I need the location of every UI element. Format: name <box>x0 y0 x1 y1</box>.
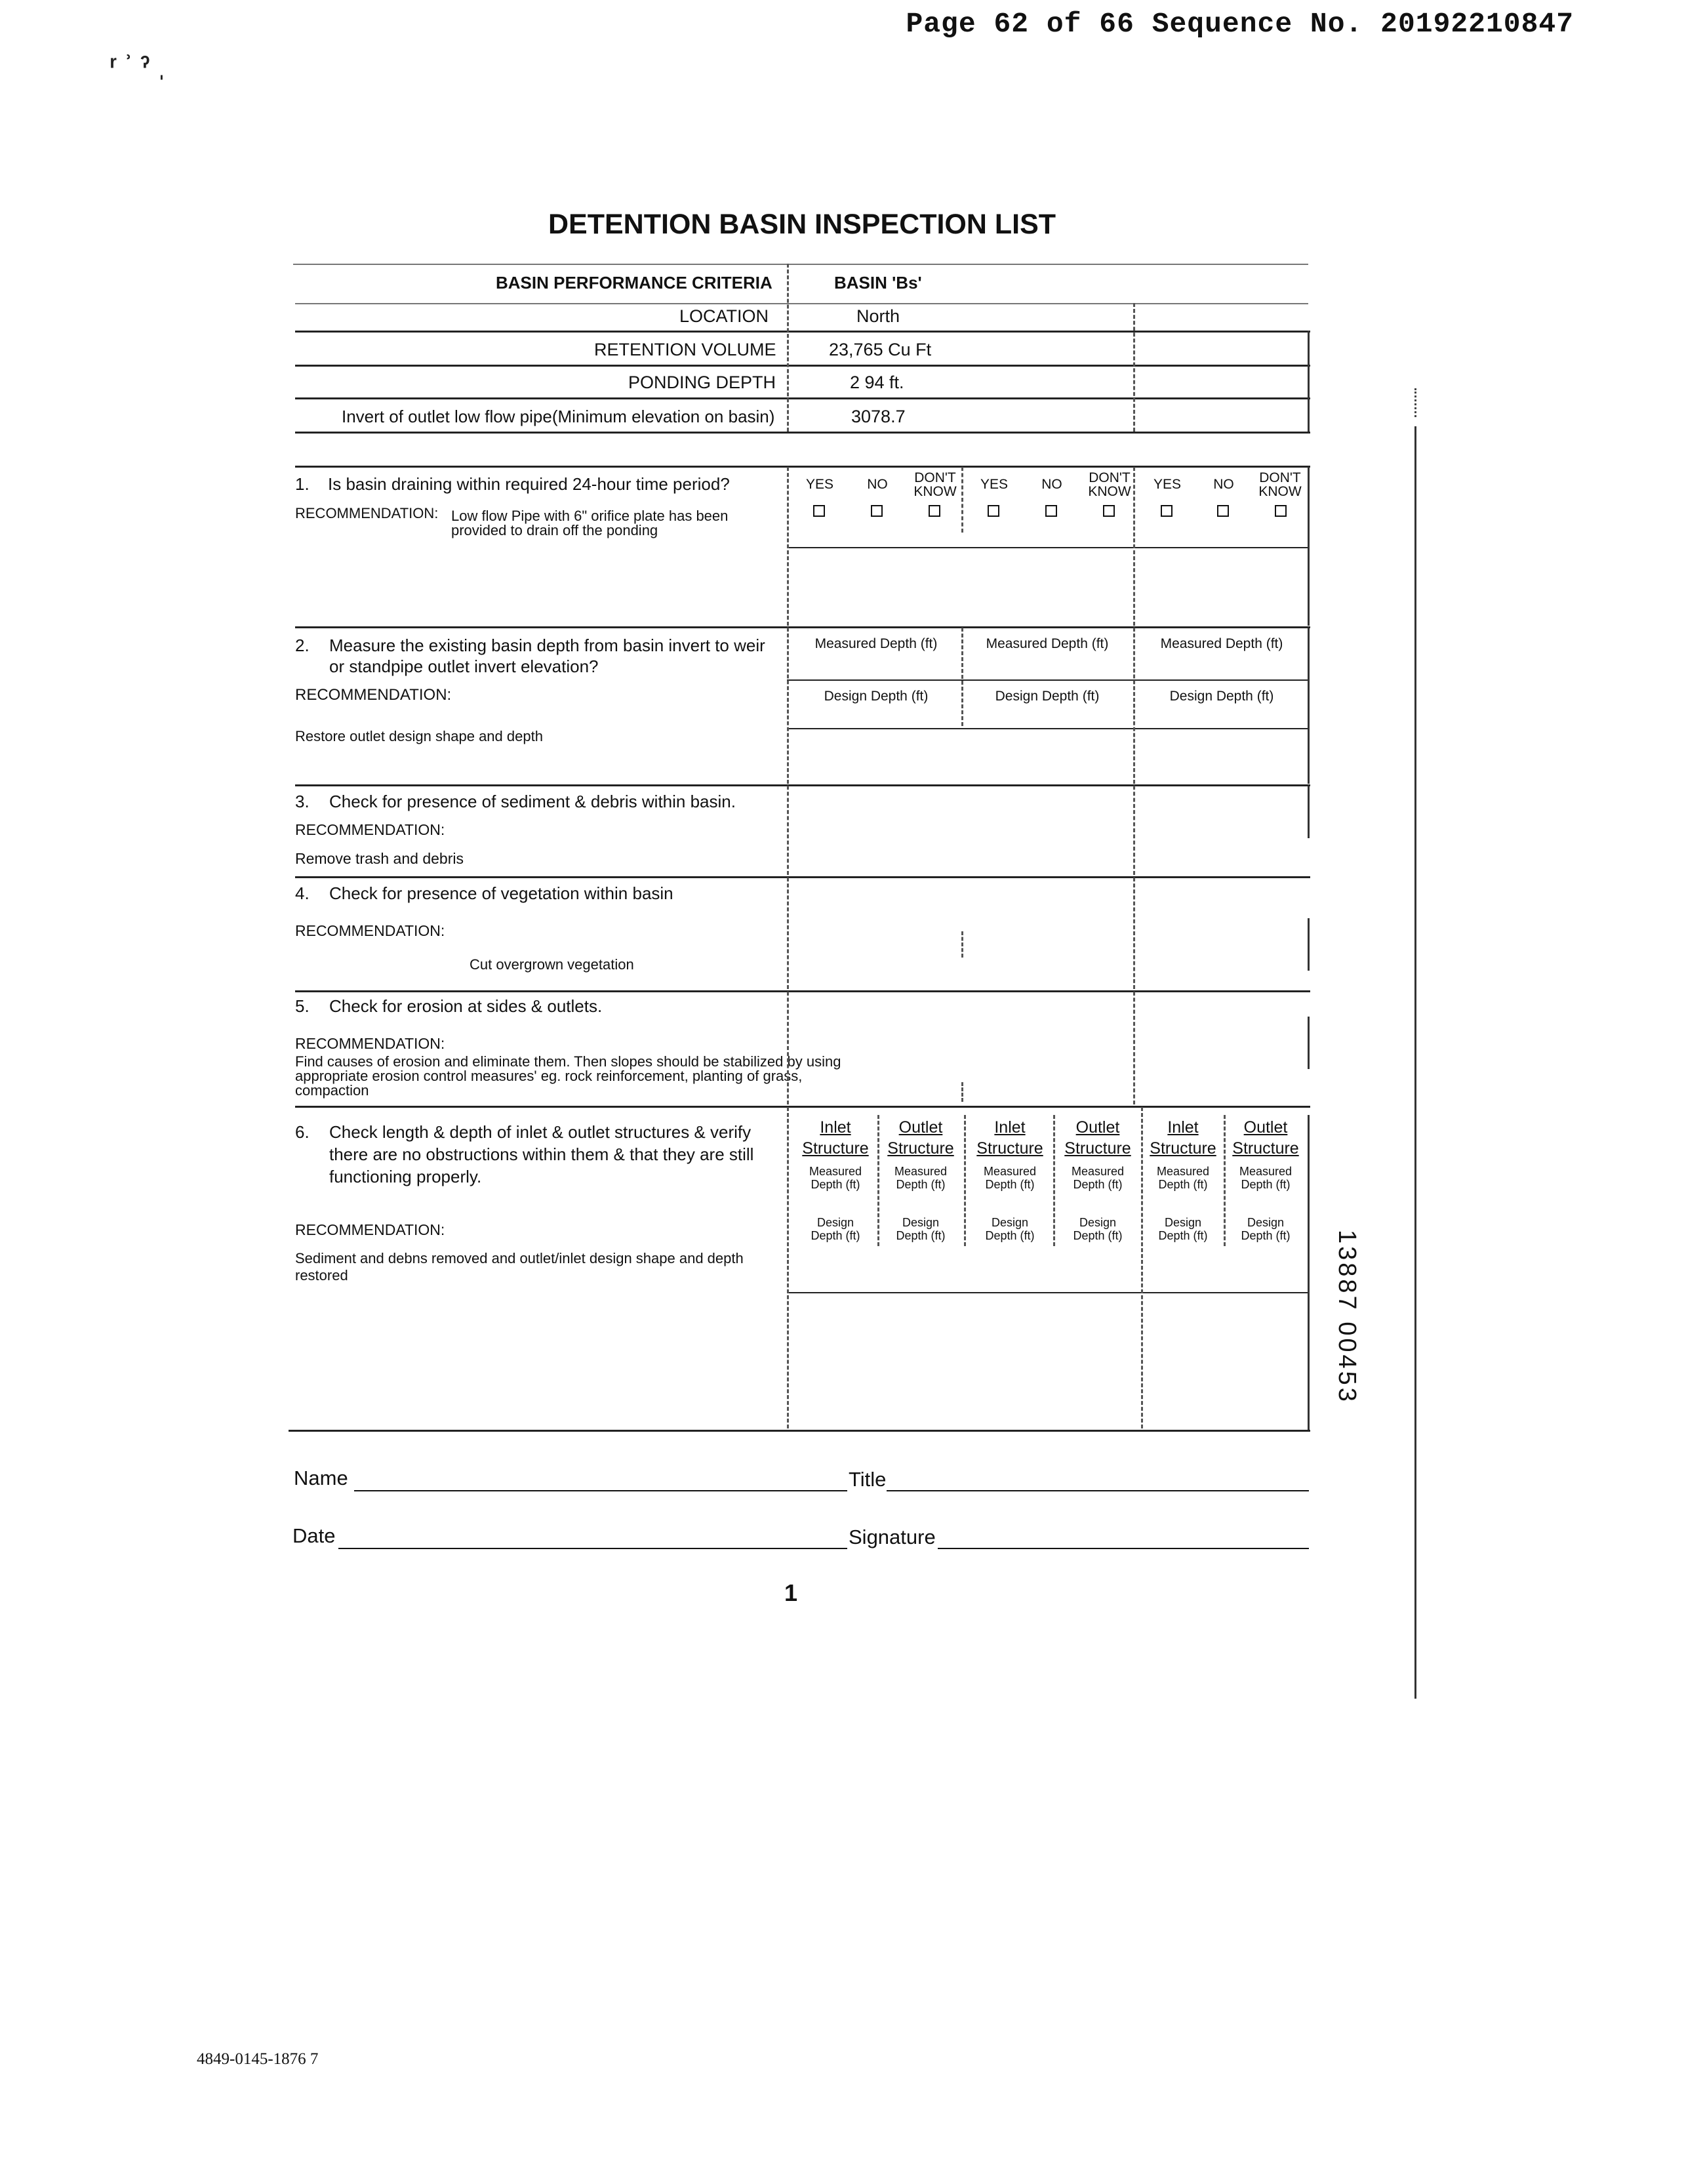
row-rule <box>295 397 1310 399</box>
basin-header: BASIN 'Bs' <box>834 273 922 293</box>
measured-depth-label: Measured Depth (ft) <box>986 636 1109 651</box>
item-6-rec-line1: Sediment and debns removed and outlet/inlet design shape and depth <box>295 1250 744 1266</box>
answer-rule <box>787 547 1308 548</box>
no-header: NO <box>1213 477 1234 492</box>
col-divider <box>787 628 789 784</box>
retention-volume-label: RETENTION VOLUME <box>594 340 776 359</box>
depth-label: Depth (ft) <box>1158 1229 1208 1242</box>
depth-label: Depth (ft) <box>1073 1178 1123 1191</box>
item-6-rec-label: RECOMMENDATION: <box>295 1221 445 1238</box>
design-depth-label: Design Depth (ft) <box>1169 689 1274 704</box>
no-checkbox[interactable] <box>871 505 883 517</box>
depth-rule <box>787 728 1308 729</box>
right-border <box>1308 1017 1310 1069</box>
yes-checkbox[interactable] <box>813 505 825 517</box>
row-rule <box>295 432 1310 434</box>
inlet-label: Inlet <box>1167 1118 1199 1137</box>
measured-label: Measured <box>1156 1165 1210 1178</box>
retention-volume-value: 23,765 Cu Ft <box>829 340 932 359</box>
col-divider <box>1133 786 1135 875</box>
date-label: Date <box>292 1524 336 1547</box>
item-1-number: 1. <box>295 474 310 494</box>
item-6-question-line1: Check length & depth of inlet & outlet structures & verify <box>329 1122 752 1142</box>
item-1-question: Is basin draining within required 24-hour time period? <box>328 474 730 494</box>
yes-header: YES <box>1153 477 1182 492</box>
no-header: NO <box>1041 477 1062 492</box>
item-6-rec-line2: restored <box>295 1267 348 1284</box>
design-label: Design <box>816 1216 854 1229</box>
inlet-label: Inlet <box>994 1118 1026 1137</box>
item-2-recommendation: Restore outlet design shape and depth <box>295 728 543 744</box>
yes-checkbox[interactable] <box>1161 505 1173 517</box>
page-sequence-header: Page 62 of 66 Sequence No. 20192210847 <box>906 8 1574 40</box>
document-id: 4849-0145-1876 7 <box>197 2050 319 2068</box>
right-border <box>1308 786 1310 838</box>
col-divider <box>961 931 963 958</box>
dont-know-checkbox[interactable] <box>1103 505 1115 517</box>
item-3-question: Check for presence of sediment & debris within basin. <box>329 792 736 811</box>
table-right-border <box>1308 331 1310 432</box>
depth-rule <box>787 679 1308 681</box>
depth-label: Depth (ft) <box>811 1229 860 1242</box>
item-4-number: 4. <box>295 883 310 903</box>
col-divider <box>787 467 789 626</box>
ponding-depth-label: PONDING DEPTH <box>628 373 776 392</box>
table-top-rule <box>293 264 1308 265</box>
dont-know-header: DON'T KNOW <box>1258 470 1302 499</box>
header-rule <box>295 303 1308 304</box>
col-divider <box>1133 628 1135 784</box>
item-3-number: 3. <box>295 792 310 811</box>
col-divider <box>1133 303 1135 432</box>
structure-label: Structure <box>802 1139 869 1158</box>
item-2-question-line2: or standpipe outlet invert elevation? <box>329 657 599 676</box>
measured-label: Measured <box>1071 1165 1125 1178</box>
design-label: Design <box>1247 1216 1285 1229</box>
measured-label: Measured <box>1239 1165 1293 1178</box>
depth-label: Depth (ft) <box>896 1178 946 1191</box>
title-label: Title <box>849 1468 887 1491</box>
yes-checkbox[interactable] <box>988 505 999 517</box>
item-3-recommendation: Remove trash and debris <box>295 850 464 867</box>
col-divider <box>787 264 789 432</box>
measured-label: Measured <box>894 1165 948 1178</box>
structure-label: Structure <box>1150 1139 1216 1158</box>
item-5-number: 5. <box>295 996 310 1016</box>
depth-label: Depth (ft) <box>1158 1178 1208 1191</box>
item-4-question: Check for presence of vegetation within basin <box>329 883 673 903</box>
col-divider <box>1133 467 1135 626</box>
criteria-header: BASIN PERFORMANCE CRITERIA <box>496 273 772 293</box>
outlet-label: Outlet <box>1075 1118 1120 1137</box>
depth-label: Depth (ft) <box>985 1229 1035 1242</box>
inlet-label: Inlet <box>820 1118 851 1137</box>
dont-know-checkbox[interactable] <box>929 505 940 517</box>
yes-header: YES <box>805 477 834 492</box>
dont-know-checkbox[interactable] <box>1275 505 1287 517</box>
dont-know-header: DON'T KNOW <box>913 470 957 499</box>
section-rule <box>295 990 1310 992</box>
col-divider <box>961 628 963 726</box>
section-rule <box>295 784 1310 786</box>
item-6-question-line2: there are no obstructions within them & that they are still <box>329 1144 754 1164</box>
item-2-number: 2. <box>295 636 310 655</box>
measured-label: Measured <box>809 1165 862 1178</box>
col-divider <box>1133 878 1135 989</box>
item-1-recommendation: Low flow Pipe with 6" orifice plate has been provided to drain off the ponding <box>451 508 729 538</box>
col-divider <box>787 786 789 875</box>
name-label: Name <box>294 1466 348 1489</box>
col-divider <box>1224 1115 1226 1246</box>
item-5-rec-line2: appropriate erosion control measures' eg. rock reinforcement, planting of grass, <box>295 1068 803 1084</box>
bates-number: 13887 00453 <box>1333 1230 1361 1404</box>
margin-rule <box>1414 426 1416 1699</box>
title-field[interactable] <box>887 1490 1309 1491</box>
right-border <box>1308 1115 1310 1430</box>
measured-depth-label: Measured Depth (ft) <box>1160 636 1283 651</box>
structure-label: Structure <box>976 1139 1043 1158</box>
col-divider <box>787 878 789 989</box>
design-depth-label: Design Depth (ft) <box>995 689 1100 704</box>
item-5-rec-line1: Find causes of erosion and eliminate them. Then slopes should be stabilized by using <box>295 1053 841 1070</box>
outlet-label: Outlet <box>1243 1118 1288 1137</box>
item-3-rec-label: RECOMMENDATION: <box>295 821 445 838</box>
section-rule <box>295 626 1310 628</box>
margin-rule-dotted <box>1414 388 1416 417</box>
name-field[interactable] <box>354 1490 847 1491</box>
dont-know-header: DON'T KNOW <box>1088 470 1131 499</box>
section-rule <box>295 466 1310 468</box>
depth-label: Depth (ft) <box>896 1229 946 1242</box>
ponding-depth-value: 2 94 ft. <box>850 373 904 392</box>
no-checkbox[interactable] <box>1045 505 1057 517</box>
item-1-rec-label: RECOMMENDATION: <box>295 505 439 521</box>
form-title: DETENTION BASIN INSPECTION LIST <box>548 209 1056 240</box>
location-label: LOCATION <box>679 306 769 326</box>
signature-field[interactable] <box>938 1548 1309 1549</box>
handwritten-mark: ʳ ʾ ˀ ˌ <box>110 51 167 80</box>
yes-header: YES <box>980 477 1009 492</box>
item-2-rec-label: RECOMMENDATION: <box>295 686 452 704</box>
signature-label: Signature <box>849 1526 936 1548</box>
page-number: 1 <box>784 1579 798 1606</box>
depth-label: Depth (ft) <box>1241 1178 1291 1191</box>
table-bottom-rule <box>289 1430 1310 1432</box>
item-4-recommendation: Cut overgrown vegetation <box>470 956 634 973</box>
item-5-rec-line3: compaction <box>295 1082 369 1099</box>
col-divider <box>1053 1115 1055 1246</box>
right-border <box>1308 628 1310 784</box>
right-border <box>1308 467 1310 626</box>
col-divider <box>964 1115 966 1246</box>
row-rule <box>295 331 1310 333</box>
col-divider <box>1133 992 1135 1104</box>
row-rule <box>295 365 1310 367</box>
item-6-number: 6. <box>295 1122 310 1142</box>
design-label: Design <box>902 1216 940 1229</box>
depth-label: Depth (ft) <box>1241 1229 1291 1242</box>
no-header: NO <box>867 477 888 492</box>
right-border <box>1308 918 1310 971</box>
design-label: Design <box>1079 1216 1117 1229</box>
col-divider <box>961 467 963 533</box>
design-depth-label: Design Depth (ft) <box>824 689 929 704</box>
structure-label: Structure <box>1064 1139 1131 1158</box>
item-2-question-line1: Measure the existing basin depth from basin invert to weir <box>329 636 765 655</box>
col-divider <box>787 992 789 1104</box>
section-rule <box>295 1106 1310 1108</box>
measured-depth-label: Measured Depth (ft) <box>814 636 938 651</box>
col-divider <box>961 1082 963 1102</box>
invert-value: 3078.7 <box>851 407 906 426</box>
section-rule <box>295 876 1310 878</box>
design-label: Design <box>991 1216 1029 1229</box>
measured-label: Measured <box>983 1165 1037 1178</box>
structure-label: Structure <box>1232 1139 1299 1158</box>
col-divider <box>787 1107 789 1428</box>
col-divider <box>877 1115 879 1246</box>
outlet-label: Outlet <box>898 1118 943 1137</box>
design-label: Design <box>1164 1216 1202 1229</box>
depth-label: Depth (ft) <box>1073 1229 1123 1242</box>
item-4-rec-label: RECOMMENDATION: <box>295 922 445 939</box>
date-field[interactable] <box>338 1548 847 1549</box>
item-5-question: Check for erosion at sides & outlets. <box>329 996 603 1016</box>
structure-rule <box>787 1292 1308 1293</box>
item-6-question-line3: functioning properly. <box>329 1167 482 1186</box>
location-value: North <box>856 306 900 326</box>
item-5-rec-label: RECOMMENDATION: <box>295 1035 445 1052</box>
depth-label: Depth (ft) <box>985 1178 1035 1191</box>
invert-label: Invert of outlet low flow pipe(Minimum elevation on basin) <box>342 407 775 426</box>
structure-label: Structure <box>887 1139 954 1158</box>
col-divider <box>1141 1107 1143 1428</box>
depth-label: Depth (ft) <box>811 1178 860 1191</box>
no-checkbox[interactable] <box>1217 505 1229 517</box>
